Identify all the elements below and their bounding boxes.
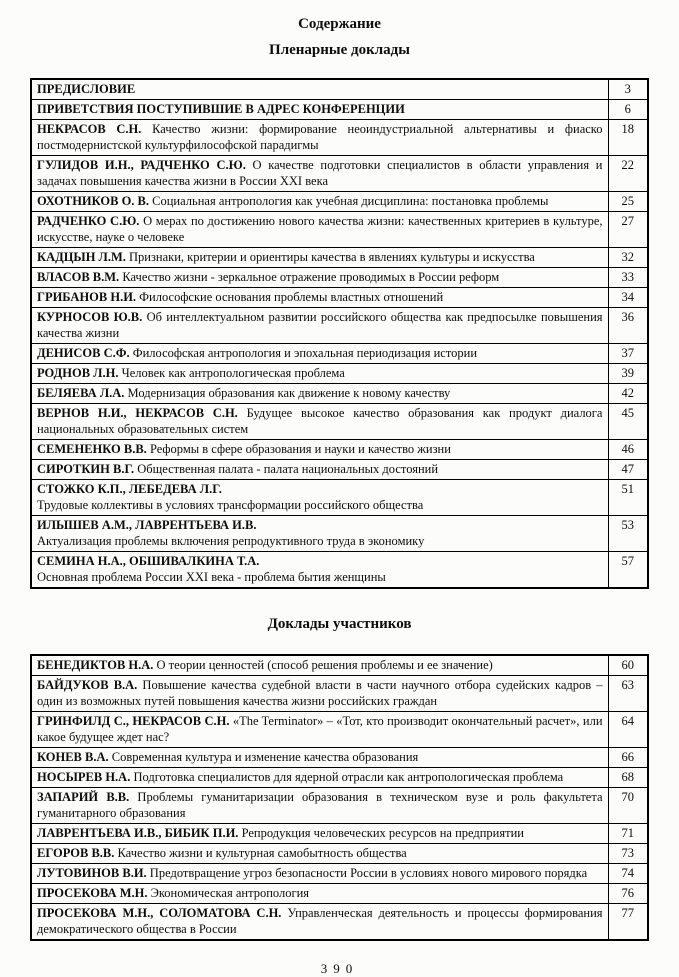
entry-title: Современная культура и изменение качества образования	[111, 750, 419, 764]
entry-title: Актуализация проблемы включения репродуктивного труда в экономику	[37, 534, 425, 548]
table-row	[31, 440, 648, 460]
entry-title: Подготовка специалистов для ядерной отрасли как антропологическая проблема	[133, 770, 564, 784]
entry-author: ОХОТНИКОВ О. В.	[37, 194, 150, 208]
entry-author: СЕМЕНЕНКО В.В.	[37, 442, 147, 456]
entry-author: ДЕНИСОВ С.Ф.	[37, 346, 130, 360]
table-row	[31, 676, 648, 712]
entry-author: ЛУТОВИНОВ В.И.	[37, 866, 147, 880]
entry-title: Философская антропология и эпохальная периодизация истории	[132, 346, 478, 360]
entry-author: ЗАПАРИЙ В.В.	[37, 790, 130, 804]
table-row	[31, 884, 648, 904]
entry-author: РОДНОВ Л.Н.	[37, 366, 119, 380]
entry-title: О теории ценностей (способ решения проблемы и ее значение)	[156, 658, 493, 672]
entry-page-number: 42	[608, 384, 648, 404]
entry-author: КАДЦЫН Л.М.	[37, 250, 126, 264]
entry-page-number: 36	[608, 308, 648, 344]
entry-title: О качестве подготовки специалистов в области управления и задачах повышения качества жизни в России XXI века	[37, 158, 603, 188]
entry-page-number: 47	[608, 460, 648, 480]
entry-author: РАДЧЕНКО С.Ю.	[37, 214, 140, 228]
entry-title: О мерах по достижению нового качества жизни: качественных критериев в культуре, искусстве, науке о человеке	[37, 214, 603, 244]
entry-page-number: 70	[608, 788, 648, 824]
entry-page-number: 66	[608, 748, 648, 768]
entry-page-number: 18	[608, 120, 648, 156]
entry-author: ЛАВРЕНТЬЕВА И.В., БИБИК П.И.	[37, 826, 239, 840]
entry-page-number: 39	[608, 364, 648, 384]
entry-title: Репродукция человеческих ресурсов на предприятии	[241, 826, 524, 840]
entry-cell	[31, 864, 608, 884]
entry-author: ГРИБАНОВ Н.И.	[37, 290, 137, 304]
entry-cell	[31, 100, 608, 120]
table-row	[31, 844, 648, 864]
entry-title: Качество жизни и культурная самобытность общества	[117, 846, 407, 860]
entry-page-number: 25	[608, 192, 648, 212]
table-row	[31, 288, 648, 308]
entry-cell	[31, 156, 608, 192]
entry-cell	[31, 844, 608, 864]
entry-author: БЕНЕДИКТОВ Н.А.	[37, 658, 154, 672]
entry-title: Модернизация образования как движение к новому качеству	[127, 386, 451, 400]
table-row	[31, 552, 648, 589]
document-title: Содержание	[298, 16, 381, 32]
entry-title: Проблемы гуманитаризации образования в техническом вузе и роль факультета гуманитарного образования	[37, 790, 603, 820]
entry-cell	[31, 404, 608, 440]
entry-cell	[31, 460, 608, 480]
entry-title: Качество жизни: формирование неоиндустриальной альтернативы и фиаско постмодернистской культурфилософской парадигмы	[37, 122, 603, 152]
entry-cell	[31, 440, 608, 460]
entry-author: СИРОТКИН В.Г.	[37, 462, 135, 476]
entry-cell	[31, 79, 608, 100]
entry-author: ПРЕДИСЛОВИЕ	[37, 82, 136, 96]
entry-cell	[31, 344, 608, 364]
entry-page-number: 45	[608, 404, 648, 440]
entry-author: ПРОСЕКОВА М.Н.	[37, 886, 148, 900]
participants-toc-table	[30, 654, 649, 941]
entry-author: СТОЖКО К.П., ЛЕБЕДЕВА Л.Г.	[37, 482, 222, 496]
entry-page-number: 77	[608, 904, 648, 941]
entry-page-number: 68	[608, 768, 648, 788]
entry-page-number: 74	[608, 864, 648, 884]
table-row	[31, 268, 648, 288]
entry-cell	[31, 788, 608, 824]
entry-cell	[31, 120, 608, 156]
entry-author: ГРИНФИЛД С., НЕКРАСОВ С.Н.	[37, 714, 230, 728]
table-row	[31, 788, 648, 824]
entry-cell	[31, 516, 608, 552]
entry-page-number: 53	[608, 516, 648, 552]
entry-title: Философские основания проблемы властных отношений	[139, 290, 444, 304]
entry-page-number: 57	[608, 552, 648, 589]
entry-cell	[31, 248, 608, 268]
entry-author: ПРОСЕКОВА М.Н., СОЛОМАТОВА С.Н.	[37, 906, 282, 920]
section-title-participants: Доклады участников	[267, 616, 412, 632]
entry-cell	[31, 768, 608, 788]
entry-page-number: 22	[608, 156, 648, 192]
entry-author: ИЛЫШЕВ А.М., ЛАВРЕНТЬЕВА И.В.	[37, 518, 257, 532]
entry-page-number: 6	[608, 100, 648, 120]
table-row	[31, 824, 648, 844]
table-row	[31, 480, 648, 516]
entry-page-number: 60	[608, 655, 648, 676]
entry-page-number: 27	[608, 212, 648, 248]
entry-author: НЕКРАСОВ С.Н.	[37, 122, 142, 136]
table-row	[31, 712, 648, 748]
entry-cell	[31, 268, 608, 288]
table-row	[31, 79, 648, 100]
entry-title: Предотвращение угроз безопасности России в условиях нового мирового порядка	[149, 866, 588, 880]
entry-page-number: 37	[608, 344, 648, 364]
entry-title: Человек как антропологическая проблема	[121, 366, 345, 380]
entry-page-number: 76	[608, 884, 648, 904]
entry-cell	[31, 364, 608, 384]
table-row	[31, 516, 648, 552]
entry-author: БЕЛЯЕВА Л.А.	[37, 386, 125, 400]
table-row	[31, 748, 648, 768]
entry-title: Управленческая деятельность и процессы формирования демократического общества в России	[37, 906, 603, 936]
table-row	[31, 212, 648, 248]
table-row	[31, 308, 648, 344]
table-row	[31, 100, 648, 120]
table-row	[31, 404, 648, 440]
entry-author: БАЙДУКОВ В.А.	[37, 678, 138, 692]
entry-cell	[31, 308, 608, 344]
entry-title: Будущее высокое качество образования как продукт диалога национальных образовательных систем	[37, 406, 603, 436]
entry-title: Качество жизни - зеркальное отражение проводимых в России реформ	[122, 270, 500, 284]
table-row	[31, 120, 648, 156]
entry-cell	[31, 480, 608, 516]
entry-title: Общественная палата - палата национальных достояний	[137, 462, 439, 476]
entry-page-number: 33	[608, 268, 648, 288]
entry-page-number: 3	[608, 79, 648, 100]
entry-author: ПРИВЕТСТВИЯ ПОСТУПИВШИЕ В АДРЕС КОНФЕРЕНЦИИ	[37, 102, 405, 116]
entry-page-number: 32	[608, 248, 648, 268]
entry-cell	[31, 904, 608, 941]
page-footer-number: 390	[320, 961, 359, 976]
table-row	[31, 156, 648, 192]
entry-cell	[31, 824, 608, 844]
table-row	[31, 460, 648, 480]
table-row	[31, 768, 648, 788]
entry-title: «The Terminator» – «Тот, кто производит окончательный расчет», или какое будущее ждет нас?	[37, 714, 603, 744]
entry-title: Основная проблема России XXI века - проблема бытия женщины	[37, 570, 386, 584]
table-row	[31, 364, 648, 384]
section-title-plenary: Пленарные доклады	[269, 42, 410, 58]
table-row	[31, 248, 648, 268]
table-row	[31, 344, 648, 364]
entry-cell	[31, 884, 608, 904]
entry-cell	[31, 384, 608, 404]
entry-cell	[31, 552, 608, 589]
entry-cell	[31, 192, 608, 212]
table-row	[31, 384, 648, 404]
entry-page-number: 64	[608, 712, 648, 748]
entry-title: Экономическая антропология	[150, 886, 310, 900]
entry-page-number: 34	[608, 288, 648, 308]
entry-author: ВЛАСОВ В.М.	[37, 270, 120, 284]
entry-author: СЕМИНА Н.А., ОБШИВАЛКИНА Т.А.	[37, 554, 260, 568]
entry-page-number: 73	[608, 844, 648, 864]
entry-cell	[31, 212, 608, 248]
entry-title: Трудовые коллективы в условиях трансформации российского общества	[37, 498, 424, 512]
entry-title: Социальная антропология как учебная дисциплина: постановка проблемы	[152, 194, 549, 208]
entry-title: Повышение качества судебной власти в части научного отбора судейских кадров – один из возможных путей повышения качества жизни российских граждан	[37, 678, 603, 708]
entry-page-number: 63	[608, 676, 648, 712]
entry-author: ЕГОРОВ В.В.	[37, 846, 115, 860]
entry-cell	[31, 748, 608, 768]
entry-page-number: 71	[608, 824, 648, 844]
entry-author: ВЕРНОВ Н.И., НЕКРАСОВ С.Н.	[37, 406, 238, 420]
entry-page-number: 46	[608, 440, 648, 460]
entry-cell	[31, 676, 608, 712]
entry-author: ГУЛИДОВ И.Н., РАДЧЕНКО С.Ю.	[37, 158, 246, 172]
entry-cell	[31, 655, 608, 676]
table-row	[31, 192, 648, 212]
entry-title: Реформы в сфере образования и науки и качество жизни	[149, 442, 451, 456]
plenary-toc-table	[30, 78, 649, 589]
entry-cell	[31, 288, 608, 308]
entry-author: КОНЕВ В.А.	[37, 750, 109, 764]
entry-title: Об интеллектуальном развитии российского общества как предпосылке повышения качества жизни	[37, 310, 603, 340]
entry-title: Признаки, критерии и ориентиры качества в явлениях культуры и искусства	[129, 250, 535, 264]
entry-author: КУРНОСОВ Ю.В.	[37, 310, 143, 324]
entry-page-number: 51	[608, 480, 648, 516]
entry-author: НОСЫРЕВ Н.А.	[37, 770, 131, 784]
entry-cell	[31, 712, 608, 748]
table-row	[31, 904, 648, 941]
table-row	[31, 655, 648, 676]
table-row	[31, 864, 648, 884]
